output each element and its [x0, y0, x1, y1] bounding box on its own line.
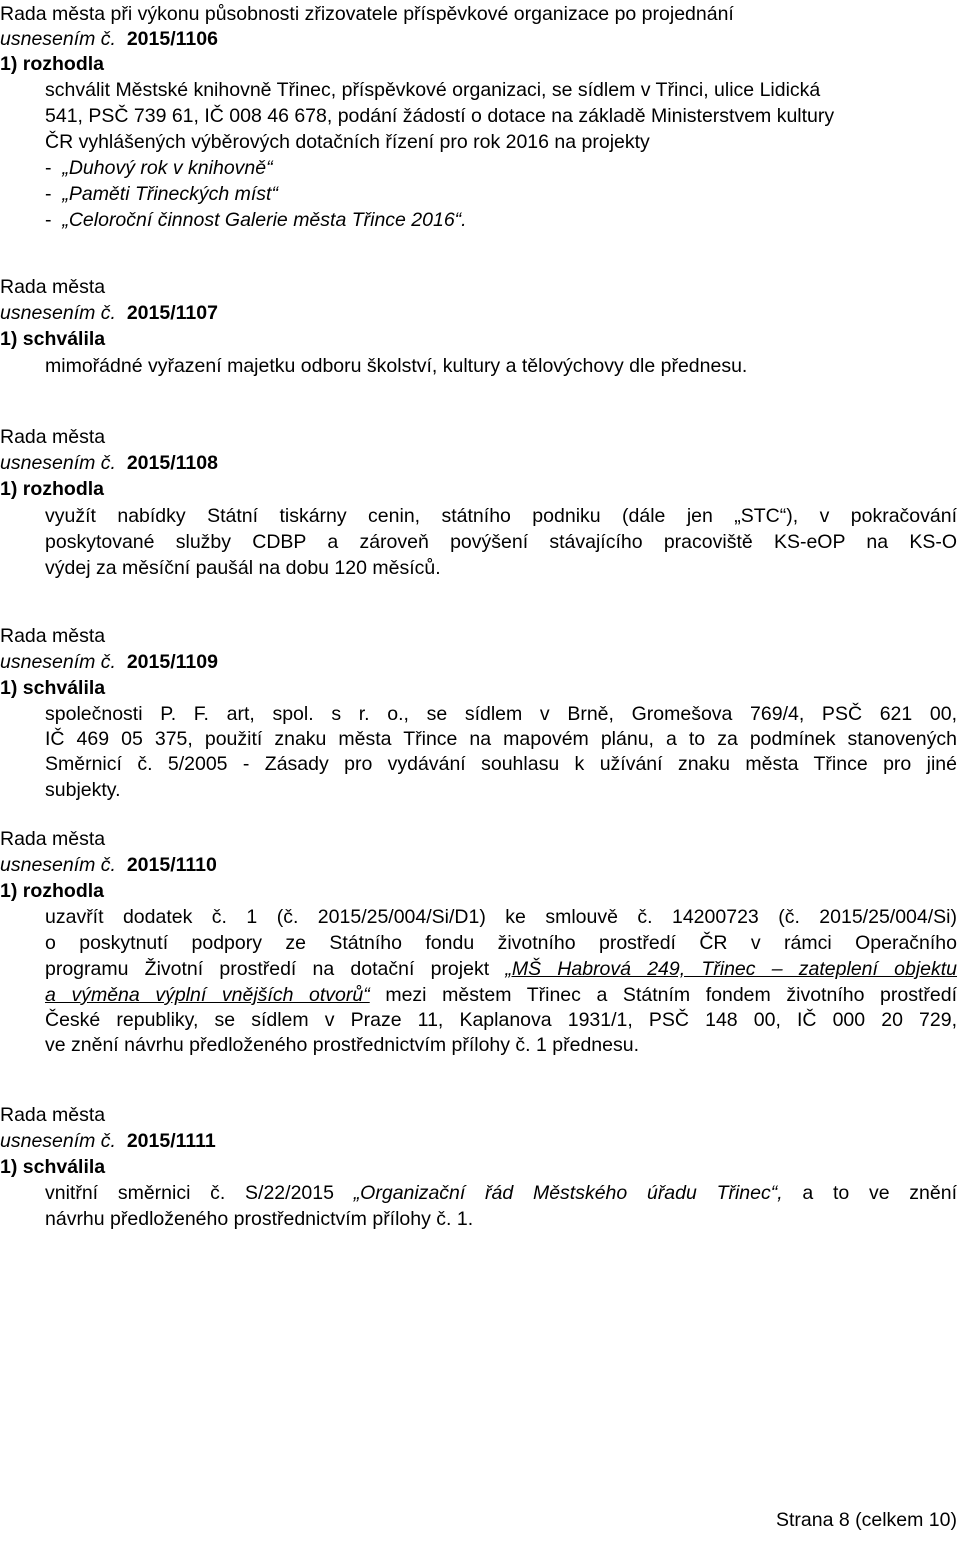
- council-label: Rada města: [0, 276, 106, 298]
- resolution-body-line: 541, PSČ 739 61, IČ 008 46 678, podání žádostí o dotace na základě Ministerstvem kultury: [45, 105, 835, 127]
- resolution-number: usnesením č. 2015/1110: [0, 854, 217, 876]
- resolution-number: usnesením č. 2015/1108: [0, 452, 218, 474]
- resolution-body-line: Směrnicí č. 5/2005 - Zásady pro vydávání souhlasu k užívání znaku města Třince pro jiné: [45, 753, 957, 775]
- resolution-action: 1) rozhodla: [0, 880, 105, 902]
- resolution-number: usnesením č. 2015/1107: [0, 302, 218, 324]
- resolution-body-line: využít nabídky Státní tiskárny cenin, státního podniku (dále jen „STC“), v pokračování: [45, 505, 957, 527]
- resolution-body-line: a výměna výplní vnějších otvorů“ mezi městem Třinec a Státním fondem životního prostředí: [45, 984, 957, 1006]
- resolution-action: 1) rozhodla: [0, 53, 105, 75]
- resolution-body-line: poskytované služby CDBP a zároveň povýšení stávajícího pracoviště KS-eOP na KS-O: [45, 531, 957, 553]
- resolution-number: usnesením č. 2015/1111: [0, 1130, 216, 1152]
- resolution-body-line: výdej za měsíční paušál na dobu 120 měsíců.: [45, 557, 441, 579]
- project-item: - „Paměti Třineckých míst“: [45, 183, 278, 205]
- resolution-body-line: o poskytnutí podpory ze Státního fondu životního prostředí ČR v rámci Operačního: [45, 932, 957, 954]
- council-label: Rada města: [0, 625, 106, 647]
- resolution-body-line: subjekty.: [45, 779, 121, 801]
- resolution-action: 1) rozhodla: [0, 478, 105, 500]
- project-item: - „Duhový rok v knihovně“: [45, 157, 273, 179]
- resolution-number: usnesením č. 2015/1109: [0, 651, 218, 673]
- resolution-body-line: uzavřít dodatek č. 1 (č. 2015/25/004/Si/D1) ke smlouvě č. 14200723 (č. 2015/25/004/Si): [45, 906, 957, 928]
- resolution-body-line: mimořádné vyřazení majetku odboru školství, kultury a tělovýchovy dle přednesu.: [45, 355, 748, 377]
- resolution-body-line: ČR vyhlášených výběrových dotačních řízení pro rok 2016 na projekty: [45, 131, 650, 153]
- council-label: Rada města: [0, 828, 106, 850]
- resolution-body-line: programu Životní prostředí na dotační projekt „MŠ Habrová 249, Třinec – zateplení objektu: [45, 958, 958, 980]
- project-item: - „Celoroční činnost Galerie města Třince 2016“.: [45, 209, 467, 231]
- resolution-action: 1) schválila: [0, 677, 106, 699]
- resolution-body-line: společnosti P. F. art, spol. s r. o., se sídlem v Brně, Gromešova 769/4, PSČ 621 00,: [45, 703, 957, 725]
- resolution-number: usnesením č. 2015/1106: [0, 28, 218, 50]
- council-label: Rada města: [0, 1104, 106, 1126]
- resolution-body-line: návrhu předloženého prostřednictvím přílohy č. 1.: [45, 1208, 474, 1230]
- resolution-body-line: vnitřní směrnici č. S/22/2015 „Organizační řád Městského úřadu Třinec“, a to ve znění: [45, 1182, 957, 1204]
- intro-text: Rada města při výkonu působnosti zřizovatele příspěvkové organizace po projednání: [0, 3, 734, 25]
- resolution-action: 1) schválila: [0, 328, 106, 350]
- page-footer: Strana 8 (celkem 10): [776, 1509, 957, 1531]
- resolution-body-line: ve znění návrhu předloženého prostřednictvím přílohy č. 1 přednesu.: [45, 1034, 640, 1056]
- resolution-body-line: IČ 469 05 375, použití znaku města Třince na mapovém plánu, a to za podmínek stanovených: [45, 728, 957, 750]
- council-label: Rada města: [0, 426, 106, 448]
- resolution-body-line: České republiky, se sídlem v Praze 11, Kaplanova 1931/1, PSČ 148 00, IČ 000 20 729,: [45, 1009, 957, 1031]
- resolution-body-line: schválit Městské knihovně Třinec, příspěvkové organizaci, se sídlem v Třinci, ulice Lidická: [45, 79, 821, 101]
- resolution-action: 1) schválila: [0, 1156, 106, 1178]
